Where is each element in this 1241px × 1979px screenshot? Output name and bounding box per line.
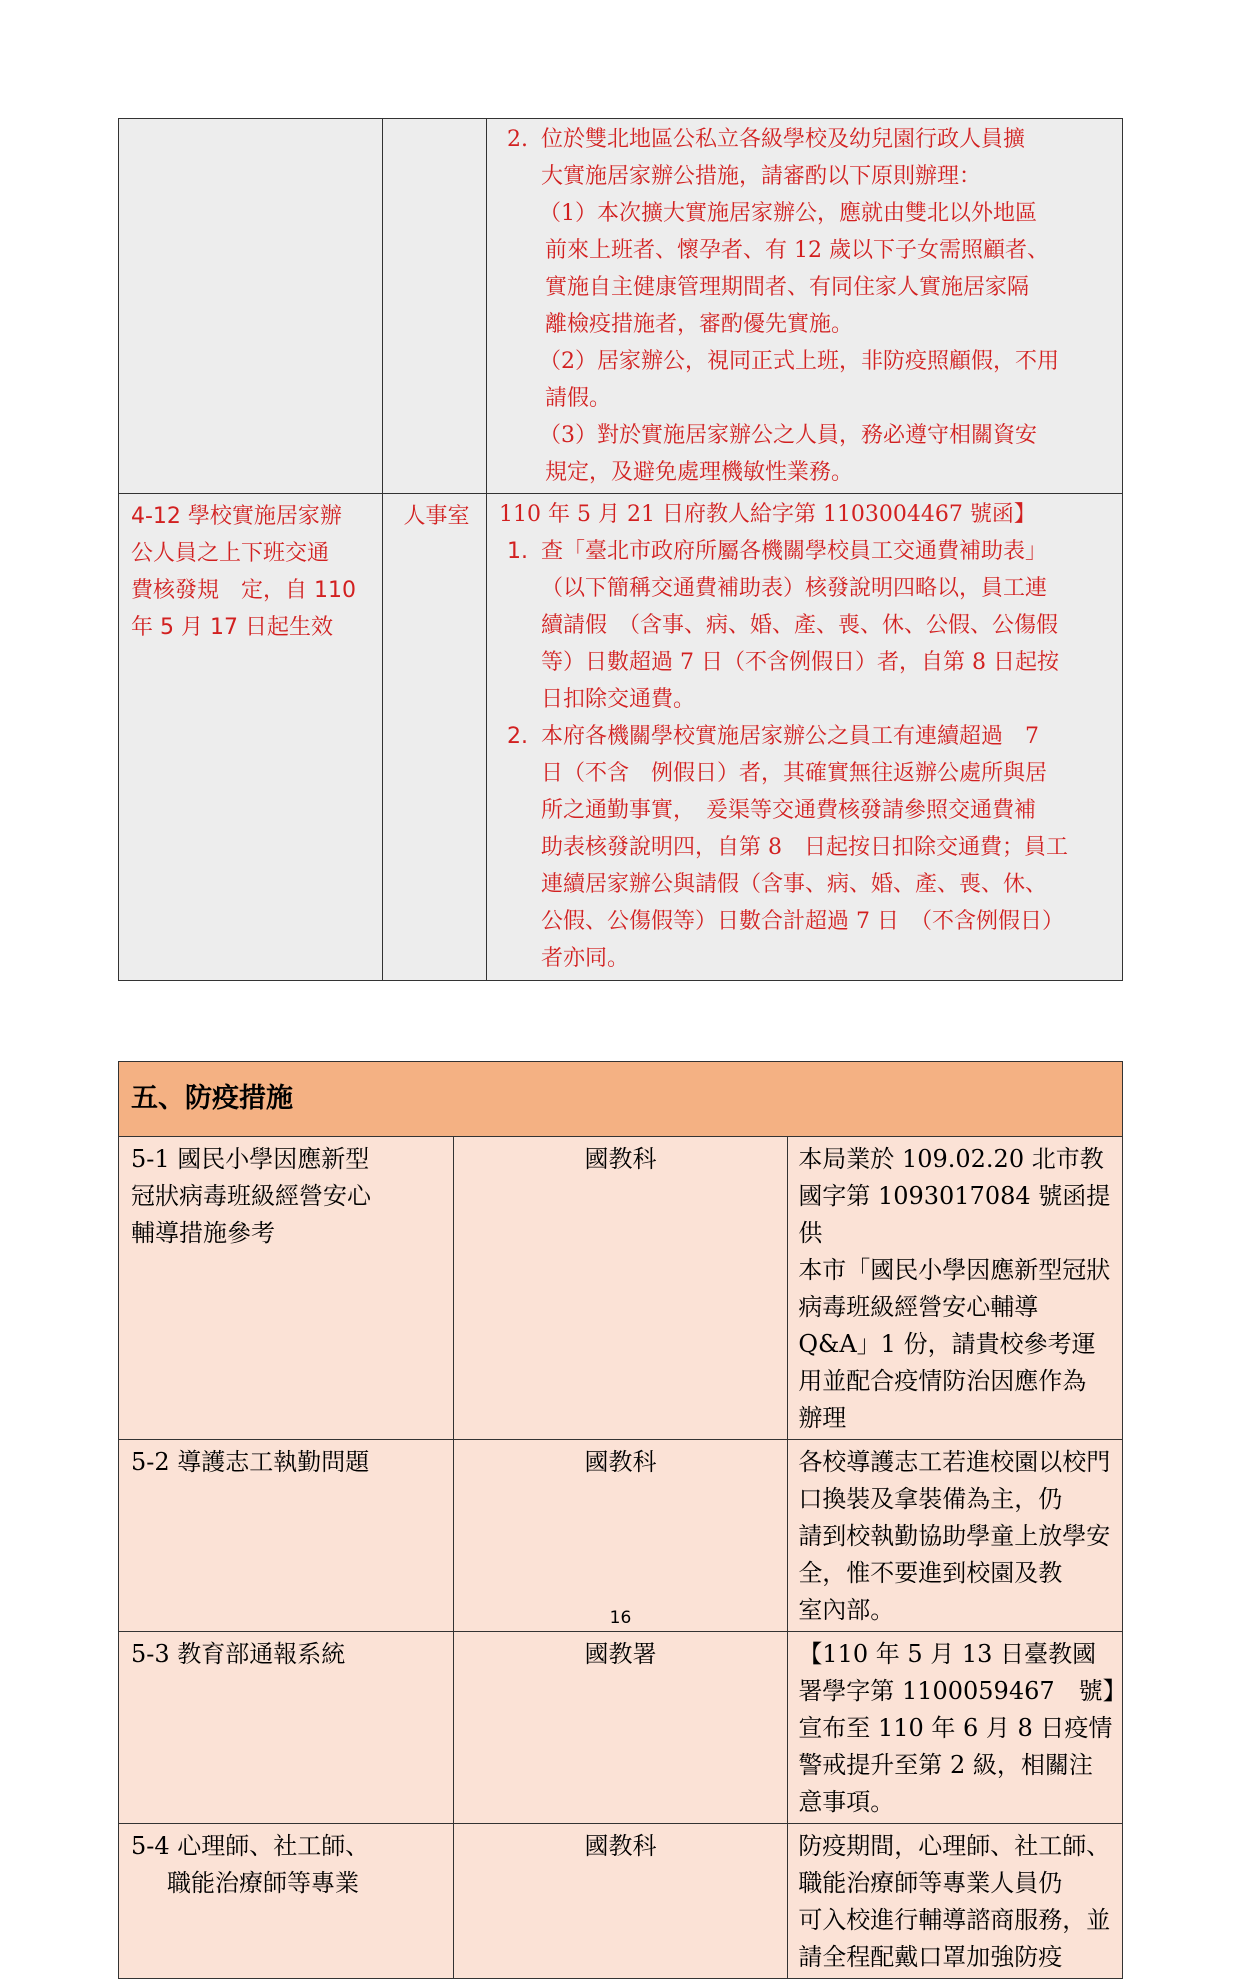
section-title: 五、防疫措施 <box>131 1083 293 1114</box>
table-row <box>119 119 1123 494</box>
text-line: 輔導措施參考 <box>131 1219 275 1247</box>
content-cell <box>788 1440 1123 1632</box>
table-row <box>119 1632 1123 1824</box>
content-cell <box>788 1137 1123 1440</box>
unit-label: 人事室 <box>403 504 470 529</box>
unit-cell <box>383 494 487 981</box>
text-line: 請到校執勤協助學童上放學安全，惟不要進到校園及教 <box>798 1522 1111 1587</box>
text-line: 5-1 國民小學因應新型 <box>131 1145 370 1173</box>
measures-table-continued <box>118 118 1123 981</box>
list-text <box>541 718 1114 977</box>
text-line: 離檢疫措施者，審酌優先實施。 <box>545 312 854 337</box>
unit-cell <box>453 1137 788 1440</box>
unit-label: 國教科 <box>584 1145 657 1173</box>
text-line: 5-2 導護志工執勤問題 <box>131 1448 370 1476</box>
text-line: （3）對於實施居家辦公之人員，務必遵守相關資安 <box>539 423 1037 448</box>
subject-cell <box>119 1137 454 1440</box>
text-line: 助表核發說明四，自第 8 日起按日扣除交通費；員工 <box>541 835 1068 860</box>
notice-header: 110 年 5 月 21 日府教人給字第 1103004467 號函】 <box>499 502 1036 527</box>
text-line: 等）日數超過 7 日（不含例假日）者，自第 8 日起按 <box>541 650 1059 675</box>
list-number: 2. <box>507 724 528 749</box>
text-line: 者亦同。 <box>541 946 630 971</box>
list-text <box>541 533 1114 718</box>
subject-cell <box>119 1824 454 1979</box>
text-line: 公假、公傷假等）日數合計超過 7 日 （不含例假日） <box>541 909 1064 934</box>
text-line: 續請假 （含事、病、婚、產、喪、休、公假、公傷假 <box>541 613 1059 638</box>
sub-item <box>499 417 1114 491</box>
text-line: 位於雙北地區公私立各級學校及幼兒園行政人員擴 <box>541 127 1026 152</box>
table-row <box>119 1824 1123 1979</box>
unit-cell <box>383 119 487 494</box>
text-line: 實施自主健康管理期間者、有同住家人實施居家隔 <box>545 275 1030 300</box>
table-row <box>119 1137 1123 1440</box>
subject-cell <box>119 494 383 981</box>
text-line: 規定，及避免處理機敏性業務。 <box>545 460 854 485</box>
text-line: 宣布至 110 年 6 月 8 日疫情警戒提升至第 2 級，相關注 <box>798 1714 1113 1779</box>
page-number: 16 <box>609 1608 632 1628</box>
text-line: 意事項。 <box>798 1788 895 1816</box>
unit-label: 國教署 <box>584 1640 657 1668</box>
list-item <box>499 121 1114 195</box>
text-line: 本府各機關學校實施居家辦公之員工有連續超過 7 <box>541 724 1039 749</box>
subject-cell <box>119 1440 454 1632</box>
subject-cell <box>119 1632 454 1824</box>
section-header-row <box>119 1062 1123 1137</box>
text-line: （2）居家辦公，視同正式上班，非防疫照顧假，不用 <box>539 349 1059 374</box>
content-cell <box>788 1632 1127 1824</box>
text-line: 各校導護志工若進校園以校門口換裝及拿裝備為主，仍 <box>798 1448 1111 1513</box>
sub-item <box>499 195 1114 343</box>
text-line: 5-4 心理師、社工師、 <box>131 1832 370 1860</box>
unit-cell <box>453 1632 788 1824</box>
content-cell <box>487 494 1123 981</box>
text-line: （以下簡稱交通費補助表）核發說明四略以，員工連 <box>541 576 1048 601</box>
text-line: 本市「國民小學因應新型冠狀病毒班級經營安心輔導 <box>798 1256 1111 1321</box>
list-number: 2. <box>507 127 528 152</box>
subject-cell <box>119 119 383 494</box>
unit-cell <box>453 1824 788 1979</box>
text-line: 可入校進行輔導諮商服務，並請全程配戴口罩加強防疫 <box>798 1906 1111 1971</box>
text-line: Q&A」1 份，請貴校參考運用並配合疫情防治因應作為 <box>798 1330 1096 1395</box>
epidemic-measures-table <box>118 1061 1127 1979</box>
sub-item <box>499 343 1114 417</box>
text-line: 連續居家辦公與請假（含事、病、婚、產、喪、休、 <box>541 872 1048 897</box>
unit-label: 國教科 <box>584 1832 657 1860</box>
text-line: 4-12 學校實施居家辦 <box>131 504 342 529</box>
text-line: 5-3 教育部通報系統 <box>131 1640 346 1668</box>
text-line: 本局業於 109.02.20 北市教國字第 1093017084 號函提供 <box>798 1145 1111 1247</box>
text-line: 前來上班者、懷孕者、有 12 歲以下子女需照顧者、 <box>545 238 1049 263</box>
list-text <box>541 121 1114 195</box>
text-line: 防疫期間，心理師、社工師、職能治療師等專業人員仍 <box>798 1832 1111 1897</box>
text-line: 費核發規 定，自 110 <box>131 578 356 603</box>
unit-label: 國教科 <box>584 1448 657 1476</box>
text-line: 【110 年 5 月 13 日臺教國署學字第 1100059467 號】 <box>798 1640 1127 1705</box>
table-row <box>119 1440 1123 1632</box>
list-item <box>499 718 1114 977</box>
text-line: 日（不含 例假日）者，其確實無往返辦公處所與居 <box>541 761 1048 786</box>
content-cell <box>788 1824 1123 1979</box>
text-line: 公人員之上下班交通 <box>131 541 330 566</box>
text-line: 請假。 <box>545 386 612 411</box>
text-line: 職能治療師等專業 <box>167 1869 359 1897</box>
text-line: 辦理 <box>798 1404 847 1432</box>
text-line: 年 5 月 17 日起生效 <box>131 615 333 640</box>
table-row <box>119 494 1123 981</box>
content-cell <box>487 119 1123 494</box>
text-line: 所之通勤事實， 爰渠等交通費核發請參照交通費補 <box>541 798 1037 823</box>
text-line: 冠狀病毒班級經營安心 <box>131 1182 371 1210</box>
text-line: 大實施居家辦公措施，請審酌以下原則辦理： <box>541 164 982 189</box>
list-number: 1. <box>507 539 528 564</box>
list-item <box>499 533 1114 718</box>
text-line: 日扣除交通費。 <box>541 687 696 712</box>
text-line: 查「臺北市政府所屬各機關學校員工交通費補助表」 <box>541 539 1048 564</box>
text-line: （1）本次擴大實施居家辦公，應就由雙北以外地區 <box>539 201 1037 226</box>
unit-cell <box>453 1440 788 1632</box>
section-header-cell <box>119 1062 1123 1137</box>
text-line: 室內部。 <box>798 1596 895 1624</box>
